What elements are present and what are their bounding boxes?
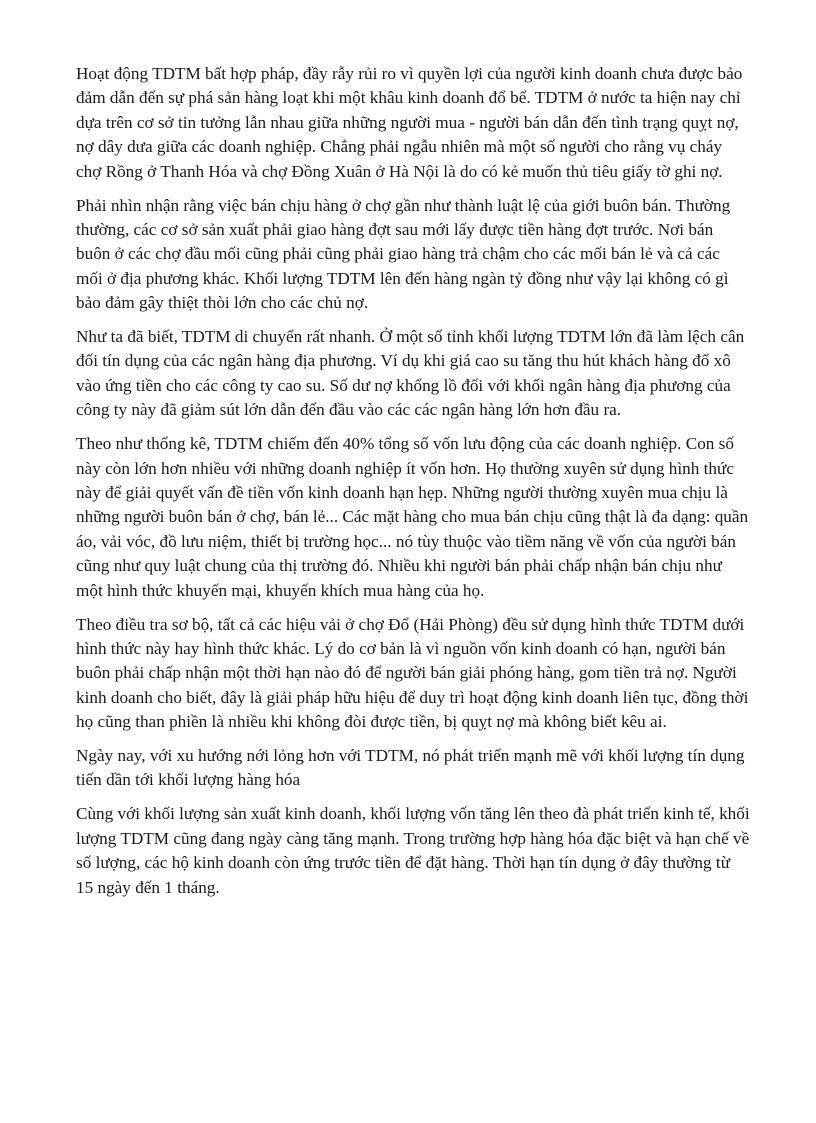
paragraph-current-trend: Ngày nay, với xu hướng nới lỏng hơn với TDTM, nó phát triển mạnh mẽ với khối lượng tín dụng tiến dần tới khối lượng hàng hóa bbox=[76, 746, 745, 790]
paragraph-statistics-working-capital: Theo như thống kê, TDTM chiếm đến 40% tổng số vốn lưu động của các doanh nghiệp. Con số này còn lớn hơn nhiều với những doanh nghiệp ít vốn hơn. Họ thường xuyên sử dụng hình thức này để giải quyết vấn đề tiền vốn kinh doanh hạn hẹp. Những người thường xuyên mua chịu là những người buôn bán ở chợ, bán lẻ... Các mặt hàng cho mua bán chịu cũng thật là đa dạng: quần áo, vải vóc, đồ lưu niệm, thiết bị trường học... nó tùy thuộc vào tiềm năng về vốn của người bán cũng như quy luật chung của thị trường đó. Nhiều khi người bán phải chấp nhận bán chịu như một hình thức khuyến mại, khuyến khích mua hàng của họ. bbox=[76, 434, 749, 600]
paragraph-market-credit-sales: Phải nhìn nhận rằng việc bán chịu hàng ở chợ gần như thành luật lệ của giới buôn bán. Thường thường, các cơ sở sản xuất phải giao hàng đợt sau mới lấy được tiền hàng đợt trước. Nơi bán buôn ở các chợ đầu mối cũng phải cũng phải giao hàng trả chậm cho các mối bán lẻ và cả các mối ở địa phương khác. Khối lượng TDTM lên đến hàng ngàn tỷ đồng như vậy lại không có gì bảo đảm gây thiệt thòi lớn cho các chủ nợ. bbox=[76, 195, 731, 313]
document-page bbox=[76, 62, 750, 910]
paragraph-illegal-trade-credit-risks: Hoạt động TDTM bất hợp pháp, đầy rẫy rủi ro vì quyền lợi của người kinh doanh chưa được bảo đảm dẫn đến sự phá sản hàng loạt khi một khâu kinh doanh đổ bể. TDTM ở nước ta hiện nay chỉ dựa trên cơ sở tin tưởng lẫn nhau giữa những người mua - người bán dẫn đến tình trạng quỵt nợ, nợ dây dưa giữa các doanh nghiệp. Chẳng phải ngẫu nhiên mà một số người cho rằng vụ cháy chợ Rồng ở Thanh Hóa và chợ Đồng Xuân ở Hà Nội là do có kẻ muốn thủ tiêu giấy tờ ghi nợ. bbox=[76, 64, 743, 181]
paragraph-hai-phong-survey: Theo điều tra sơ bộ, tất cả các hiệu vải ở chợ Đổ (Hải Phòng) đều sử dụng hình thức TDTM dưới hình thức này hay hình thức khác. Lý do cơ bản là vì nguồn vốn kinh doanh có hạn, người bán buôn phải chấp nhận một thời hạn nào đó để người bán giải phóng hàng, gom tiền trả nợ. Người kinh doanh cho biết, đây là giải pháp hữu hiệu để duy trì hoạt động kinh doanh liên tục, đồng thời họ cũng than phiền là nhiều khi không đòi được tiền, bị quỵt nợ mà không biết kêu ai. bbox=[76, 614, 749, 732]
paragraph-growth-and-credit-term: Cùng với khối lượng sản xuất kinh doanh, khối lượng vốn tăng lên theo đà phát triển kinh tế, khối lượng TDTM cũng đang ngày càng tăng mạnh. Trong trường hợp hàng hóa đặc biệt và hạn chế về số lượng, các hộ kinh doanh còn ứng trước tiền để đặt hàng. Thời hạn tín dụng ở đây thường từ 15 ngày đến 1 tháng. bbox=[76, 804, 750, 897]
paragraph-credit-movement-banks: Như ta đã biết, TDTM di chuyển rất nhanh. Ở một số tỉnh khối lượng TDTM lớn đã làm lệch cân đối tín dụng của các ngân hàng địa phương. Ví dụ khi giá cao su tăng thu hút khách hàng đổ xô vào ứng tiền cho các công ty cao su. Số dư nợ khổng lồ đối với khối ngân hàng địa phương của công ty này đã giảm sút lớn dẫn đến đầu vào các các ngân hàng lớn hơn đầu ra. bbox=[76, 327, 745, 420]
